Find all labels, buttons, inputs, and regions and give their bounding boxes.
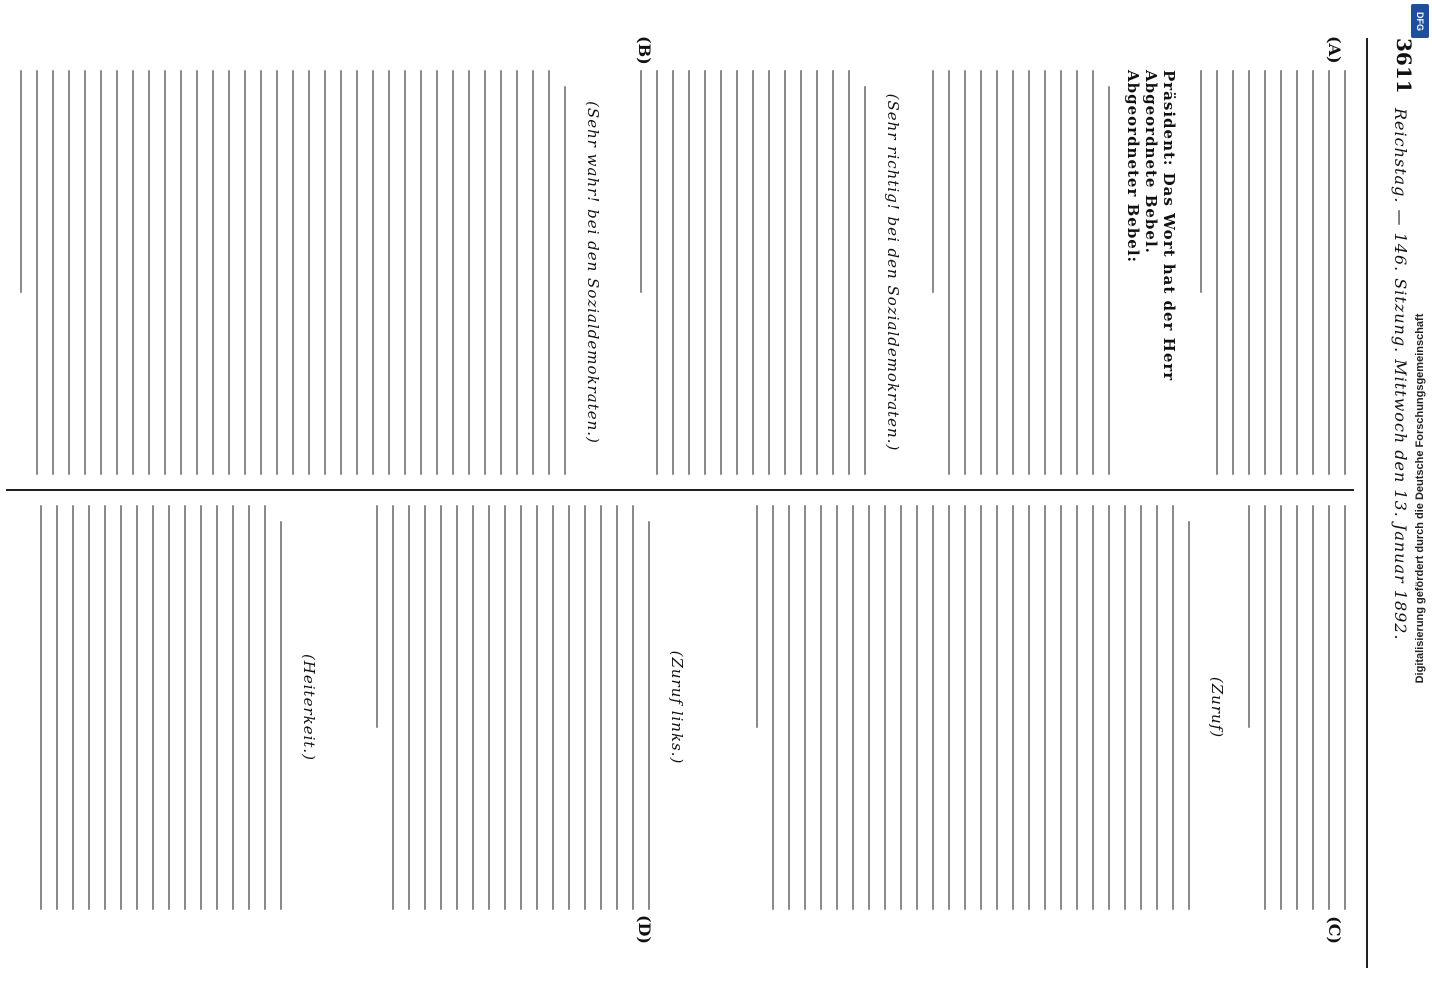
dfg-notice-text: Digitalisierung gefördert durch die Deutsche Forschungsgemeinschaft xyxy=(1414,313,1426,684)
paragraph xyxy=(1186,70,1346,475)
speaker-president: Präsident: Das Wort hat der Herr Abgeordnete Bebel. xyxy=(1142,70,1178,382)
paragraph xyxy=(626,70,866,475)
paragraph xyxy=(6,70,566,475)
left-column xyxy=(6,36,1354,475)
dfg-notice xyxy=(1410,6,1430,991)
dfg-logo: DFG xyxy=(1411,4,1429,38)
interjection: (Heiterkeit.) xyxy=(300,653,318,762)
running-title: Reichstag. — 146. Sitzung. Mittwoch den 13. Januar 1892. xyxy=(1391,108,1410,641)
paragraph xyxy=(742,505,1190,910)
margin-letter-d: (D) xyxy=(635,914,654,944)
page-number: 3611 xyxy=(1392,38,1416,94)
header-rule xyxy=(1366,38,1368,968)
interjection: (Zuruf) xyxy=(1208,676,1226,739)
interjection: (Zuruf links.) xyxy=(668,650,686,765)
paragraph xyxy=(362,505,650,910)
interjection: (Sehr richtig! bei den Sozialdemokraten.) xyxy=(884,93,902,452)
paragraph xyxy=(1234,505,1346,910)
speaker-bebel: Abgeordneter Bebel: xyxy=(1124,70,1142,264)
interjection: (Sehr wahr! bei den Sozialdemokraten.) xyxy=(584,101,602,444)
paragraph xyxy=(26,505,282,910)
right-column xyxy=(6,505,1354,944)
margin-letter-b: (B) xyxy=(635,36,654,65)
paragraph xyxy=(918,70,1110,475)
margin-letter-c: (C) xyxy=(1325,916,1344,944)
margin-letter-a: (A) xyxy=(1325,36,1344,64)
column-divider xyxy=(6,489,1354,491)
